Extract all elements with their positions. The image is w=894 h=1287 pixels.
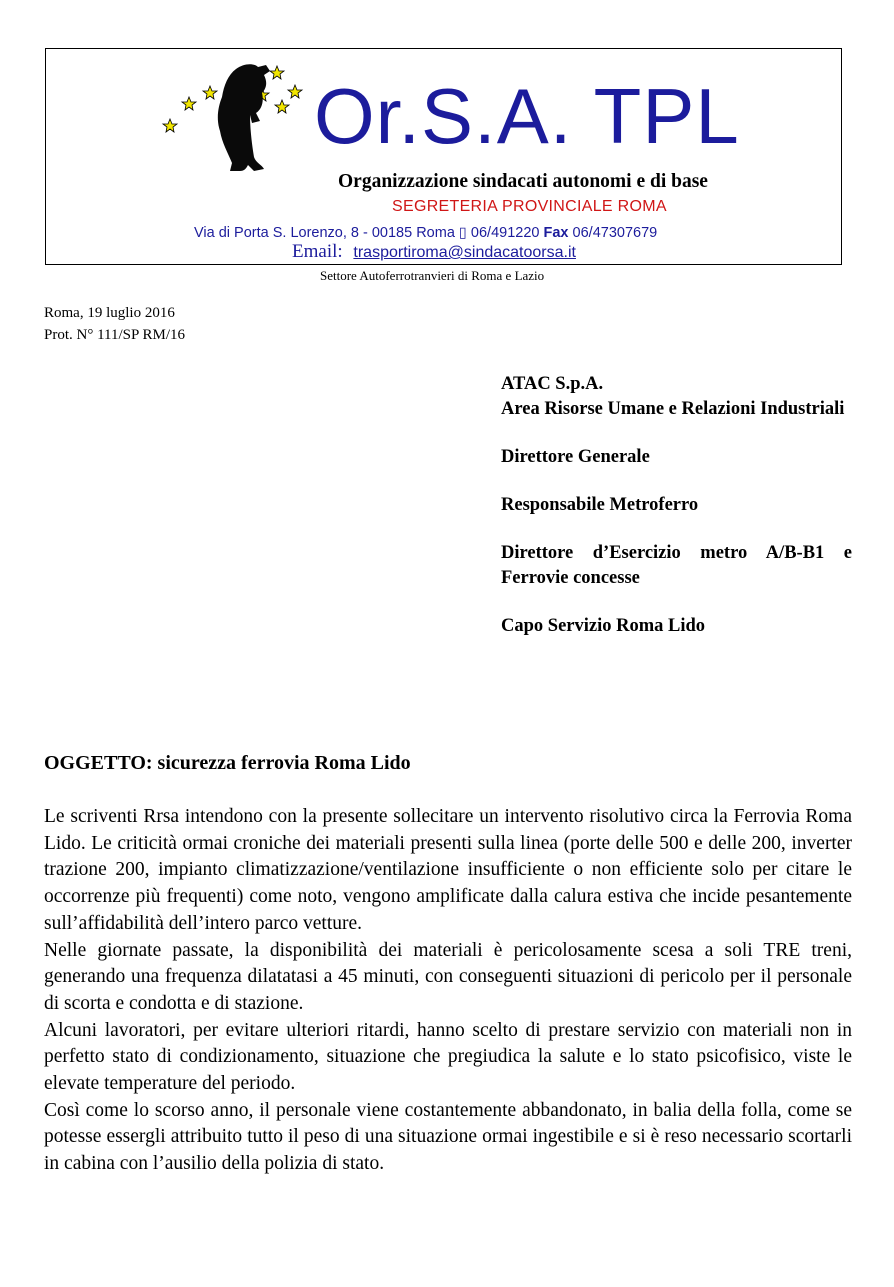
brand-name: Or.S.A. TPL (314, 72, 740, 160)
bear-with-stars-icon (158, 57, 318, 177)
body-paragraph: Alcuni lavoratori, per evitare ulteriori ritardi, hanno scelto di prestare servizio con materiali non in perfetto stato di condizionamento, situazione che pregiudica la salute e lo stato psicofisico, viste le elevate temperature del periodo. (44, 1019, 852, 1095)
letter-date: Roma, 19 luglio 2016 (44, 305, 175, 321)
street-address: Via di Porta S. Lorenzo, 8 - 00185 Roma ▯ 06/491220 (194, 225, 540, 241)
body-paragraph: Così come lo scorso anno, il personale viene costantemente abbandonato, in balia della folla, come se potesse essergli attribuito tutto il peso di una situazione ormai ingestibile e si è reso necessario scortarli in cabina con l’ausilio della polizia di stato. (44, 1099, 852, 1175)
email-label: Email: (292, 241, 343, 262)
segreteria-label: SEGRETERIA PROVINCIALE ROMA (392, 198, 667, 215)
body-paragraph: Nelle giornate passate, la disponibilità dei materiali è pericolosamente scesa a soli TRE treni, generando una frequenza dilatatasi a 45 minuti, con conseguenti situazioni di pericolo per il personale di scorta e condotta e di stazione. (44, 939, 852, 1014)
recipient-department: Area Risorse Umane e Relazioni Industriali (501, 399, 845, 419)
recipient-service-head: Capo Servizio Roma Lido (501, 616, 706, 636)
recipients-block (501, 372, 852, 639)
subject-line: OGGETTO: sicurezza ferrovia Roma Lido (44, 752, 411, 774)
protocol-number: Prot. N° 111/SP RM/16 (44, 327, 186, 343)
organization-name: Organizzazione sindacati autonomi e di base (338, 171, 708, 192)
date-block (44, 302, 185, 346)
recipient-operations-director: Direttore d’Esercizio metro A/B-B1 e Ferrovie concesse (501, 543, 852, 588)
fax-number: 06/47307679 (572, 225, 658, 241)
sector-caption: Settore Autoferrotranvieri di Roma e Lazio (320, 268, 545, 283)
letter-body (44, 804, 852, 1178)
letterhead (45, 48, 842, 265)
fax-label: Fax (543, 225, 569, 241)
recipient-general-director: Direttore Generale (501, 447, 650, 467)
recipient-metroferro: Responsabile Metroferro (501, 495, 699, 515)
address-line (194, 225, 657, 241)
email-link[interactable]: trasportiroma@sindacatoorsa.it (353, 244, 576, 261)
recipient-company: ATAC S.p.A. (501, 374, 604, 394)
body-paragraph: Le scriventi Rrsa intendono con la presente sollecitare un intervento risolutivo circa la Ferrovia Roma Lido. Le criticità ormai croniche dei materiali presenti sulla linea (porte delle 500 e delle 200, inverter trazione 200, impianto climatizzazione/ventilazione insufficiente o non efficiente solo per citare le occorrenze più frequenti) come noto, vengono amplificate dalla calura estiva che incide pesantemente sull’affidabilità dell’intero parco vetture. (44, 806, 852, 934)
email-row (292, 241, 576, 263)
